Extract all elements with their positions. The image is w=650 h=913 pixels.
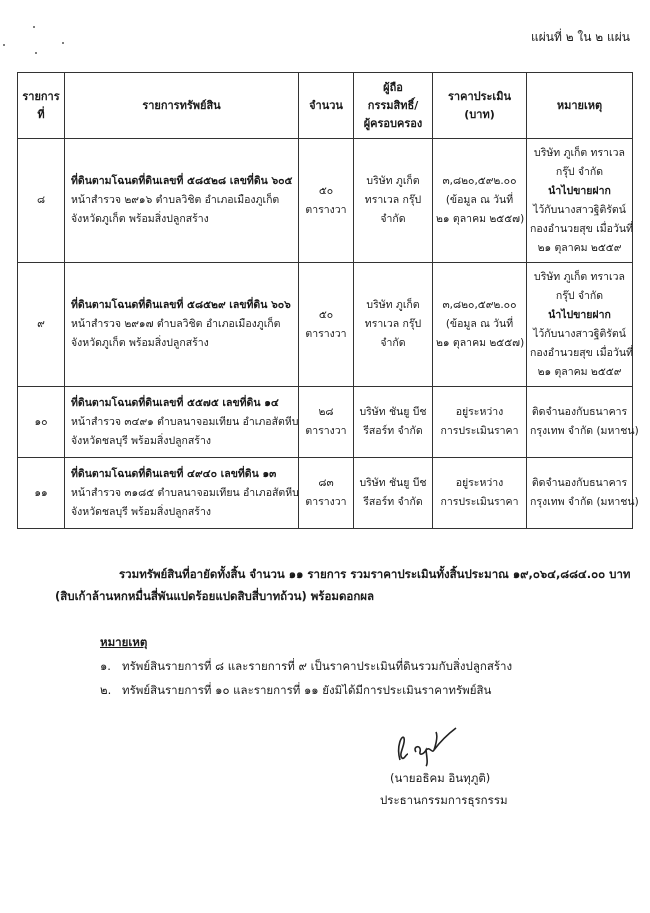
header-text: ราคาประเมิน <box>448 89 511 103</box>
quantity-unit: ตารางวา <box>305 203 347 216</box>
remark-line: กรุ๊ป จำกัด <box>555 289 604 302</box>
remark-line: นำไปขายฝาก <box>548 308 611 321</box>
description-line: จังหวัดภูเก็ต พร้อมสิ่งปลูกสร้าง <box>71 213 209 225</box>
scan-speck <box>35 52 37 54</box>
remark-line: ติดจำนองกับธนาคาร <box>531 477 628 489</box>
header-text: รายการทรัพย์สิน <box>142 98 221 112</box>
header-remark <box>527 73 633 139</box>
page-number: แผ่นที่ ๒ ใน ๒ แผ่น <box>531 30 630 44</box>
quantity-cell <box>299 139 354 263</box>
remarks-section <box>100 630 620 702</box>
remark-number: ๑. <box>100 659 111 673</box>
scan-speck <box>33 26 35 28</box>
owner-line: รีสอร์ท จำกัด <box>363 425 423 437</box>
owner-line: บริษัท ชันยู บีช <box>359 406 427 418</box>
header-price <box>433 73 527 139</box>
header-quantity <box>299 73 354 139</box>
price-value: ๓,๘๒๐,๕๙๒.๐๐ <box>442 299 517 311</box>
quantity-value: ๒๘ <box>318 406 334 418</box>
item-no-cell: ๑๐ <box>18 387 65 458</box>
owner-line: จำกัด <box>380 213 406 225</box>
summary-line-2: (สิบเก้าล้านหกหมื่นสี่พันแปดร้อยแปดสิบสี่บาทถ้วน) พร้อมดอกผล <box>55 589 375 603</box>
signature-mark-icon <box>392 724 472 768</box>
description-line: จังหวัดภูเก็ต พร้อมสิ่งปลูกสร้าง <box>71 337 209 349</box>
header-text: หมายเหตุ <box>556 98 603 112</box>
quantity-cell <box>299 263 354 387</box>
price-note: (ข้อมูล ณ วันที่ <box>445 194 514 206</box>
price-note: ๒๑ ตุลาคม ๒๕๕๗) <box>436 213 525 225</box>
quantity-value: ๘๓ <box>318 477 334 489</box>
description-line: หน้าสำรวจ ๒๙๑๗ ตำบลวิชิต อำเภอเมืองภูเก็ต <box>71 318 281 330</box>
price-status: การประเมินราคา <box>440 496 519 508</box>
quantity-value: ๕๐ <box>318 184 334 197</box>
remark-text: ทรัพย์สินรายการที่ ๑๐ และรายการที่ ๑๑ ยังมิได้มีการประเมินราคาทรัพย์สิน <box>122 683 492 697</box>
table-row <box>18 139 633 263</box>
price-status: การประเมินราคา <box>440 425 519 437</box>
remark-line: ไว้กับนางสาวฐิติรัตน์ <box>533 327 626 340</box>
remark-cell <box>527 139 633 263</box>
remark-line: บริษัท ภูเก็ต ทราเวล <box>534 270 625 283</box>
header-text: กรรมสิทธิ์/ <box>367 98 419 112</box>
price-value: ๓,๘๒๐,๕๙๒.๐๐ <box>442 175 517 187</box>
scan-speck <box>3 44 5 46</box>
remark-text: ทรัพย์สินรายการที่ ๘ และรายการที่ ๙ เป็นราคาประเมินที่ดินรวมกับสิ่งปลูกสร้าง <box>122 659 513 673</box>
description-line: จังหวัดชลบุรี พร้อมสิ่งปลูกสร้าง <box>71 434 211 447</box>
price-cell <box>433 139 527 263</box>
remark-line: ไว้กับนางสาวฐิติรัตน์ <box>533 203 626 216</box>
table-row <box>18 387 633 458</box>
signatory-name: (นายอธิคม อินทุภูติ) <box>390 771 491 785</box>
description-line: ที่ดินตามโฉนดที่ดินเลขที่ ๕๘๕๒๙ เลขที่ดิน ๖๐๖ <box>71 299 291 311</box>
table-header-row <box>18 73 633 139</box>
remark-line: ๒๑ ตุลาคม ๒๕๕๙ <box>537 365 622 378</box>
price-status: อยู่ระหว่าง <box>455 406 504 418</box>
header-text: รายการ <box>22 89 60 103</box>
quantity-cell <box>299 387 354 458</box>
item-no-cell: ๙ <box>18 263 65 387</box>
description-cell <box>65 387 299 458</box>
remark-item <box>100 654 620 678</box>
quantity-unit: ตารางวา <box>305 425 347 437</box>
header-text: ที่ <box>37 107 45 121</box>
table-row <box>18 263 633 387</box>
scan-speck <box>62 42 64 44</box>
description-cell <box>65 458 299 529</box>
owner-line: บริษัท ชันยู บีช <box>359 477 427 489</box>
quantity-unit: ตารางวา <box>305 496 347 508</box>
quantity-cell <box>299 458 354 529</box>
description-line: หน้าสำรวจ ๓๑๘๕ ตำบลนาจอมเทียน อำเภอสัตหีบ <box>71 486 299 499</box>
description-line: จังหวัดชลบุรี พร้อมสิ่งปลูกสร้าง <box>71 505 211 518</box>
description-line: ที่ดินตามโฉนดที่ดินเลขที่ ๔๙๔๐ เลขที่ดิน ๑๓ <box>71 467 277 480</box>
remark-line: กรุงเทพ จำกัด (มหาชน) <box>530 425 639 437</box>
remark-line: ติดจำนองกับธนาคาร <box>531 406 628 418</box>
owner-line: จำกัด <box>380 337 406 349</box>
remark-line: นำไปขายฝาก <box>548 184 611 197</box>
remark-cell <box>527 263 633 387</box>
remarks-title: หมายเหตุ <box>100 635 148 649</box>
owner-cell <box>354 139 433 263</box>
owner-line: รีสอร์ท จำกัด <box>363 496 423 508</box>
owner-line: บริษัท ภูเก็ต <box>366 299 420 311</box>
price-cell <box>433 458 527 529</box>
owner-cell <box>354 458 433 529</box>
header-item-no <box>18 73 65 139</box>
owner-line: ทราเวล กรุ๊ป <box>364 194 422 206</box>
remark-line: ๒๑ ตุลาคม ๒๕๕๙ <box>537 241 622 254</box>
asset-table <box>17 72 639 529</box>
header-description <box>65 73 299 139</box>
signatory-title: ประธานกรรมการธุรกรรม <box>380 793 508 807</box>
remark-line: บริษัท ภูเก็ต ทราเวล <box>534 146 625 159</box>
summary-line-1: รวมทรัพย์สินที่อายัดทั้งสิ้น จำนวน ๑๑ รายการ รวมราคาประเมินทั้งสิ้นประมาณ ๑๙,๐๖๔,๘๘๔.๐๐ บาท <box>119 567 631 581</box>
remark-line: กรุ๊ป จำกัด <box>555 165 604 178</box>
price-status: อยู่ระหว่าง <box>455 477 504 489</box>
header-text: ผู้ถือ <box>383 80 403 94</box>
item-no-cell: ๑๑ <box>18 458 65 529</box>
remark-line: กองอำนวยสุข เมื่อวันที่ <box>530 222 633 235</box>
description-line: หน้าสำรวจ ๓๔๙๑ ตำบลนาจอมเทียน อำเภอสัตหีบ <box>71 415 299 428</box>
item-no-cell: ๘ <box>18 139 65 263</box>
description-line: ที่ดินตามโฉนดที่ดินเลขที่ ๕๕๗๕ เลขที่ดิน ๑๔ <box>71 396 279 409</box>
description-line: ที่ดินตามโฉนดที่ดินเลขที่ ๕๘๕๒๘ เลขที่ดิน ๖๐๕ <box>71 175 293 187</box>
price-note: (ข้อมูล ณ วันที่ <box>445 318 514 330</box>
table-row <box>18 458 633 529</box>
owner-line: ทราเวล กรุ๊ป <box>364 318 422 330</box>
header-text: จำนวน <box>309 98 343 112</box>
description-cell <box>65 263 299 387</box>
price-cell <box>433 387 527 458</box>
description-line: หน้าสำรวจ ๒๙๑๖ ตำบลวิชิต อำเภอเมืองภูเก็ต <box>71 194 280 206</box>
remark-line: กองอำนวยสุข เมื่อวันที่ <box>530 346 633 359</box>
remark-line: กรุงเทพ จำกัด (มหาชน) <box>530 496 639 508</box>
remark-cell <box>527 387 639 458</box>
quantity-value: ๕๐ <box>318 308 334 321</box>
owner-cell <box>354 387 433 458</box>
remark-cell <box>527 458 639 529</box>
price-cell <box>433 263 527 387</box>
description-cell <box>65 139 299 263</box>
price-note: ๒๑ ตุลาคม ๒๕๕๗) <box>436 337 525 349</box>
owner-cell <box>354 263 433 387</box>
header-text: (บาท) <box>464 107 495 121</box>
header-text: ผู้ครอบครอง <box>363 116 423 130</box>
remark-item <box>100 678 620 702</box>
header-owner <box>354 73 433 139</box>
owner-line: บริษัท ภูเก็ต <box>366 175 420 187</box>
total-summary <box>55 563 635 607</box>
remark-number: ๒. <box>100 683 112 697</box>
quantity-unit: ตารางวา <box>305 327 347 340</box>
